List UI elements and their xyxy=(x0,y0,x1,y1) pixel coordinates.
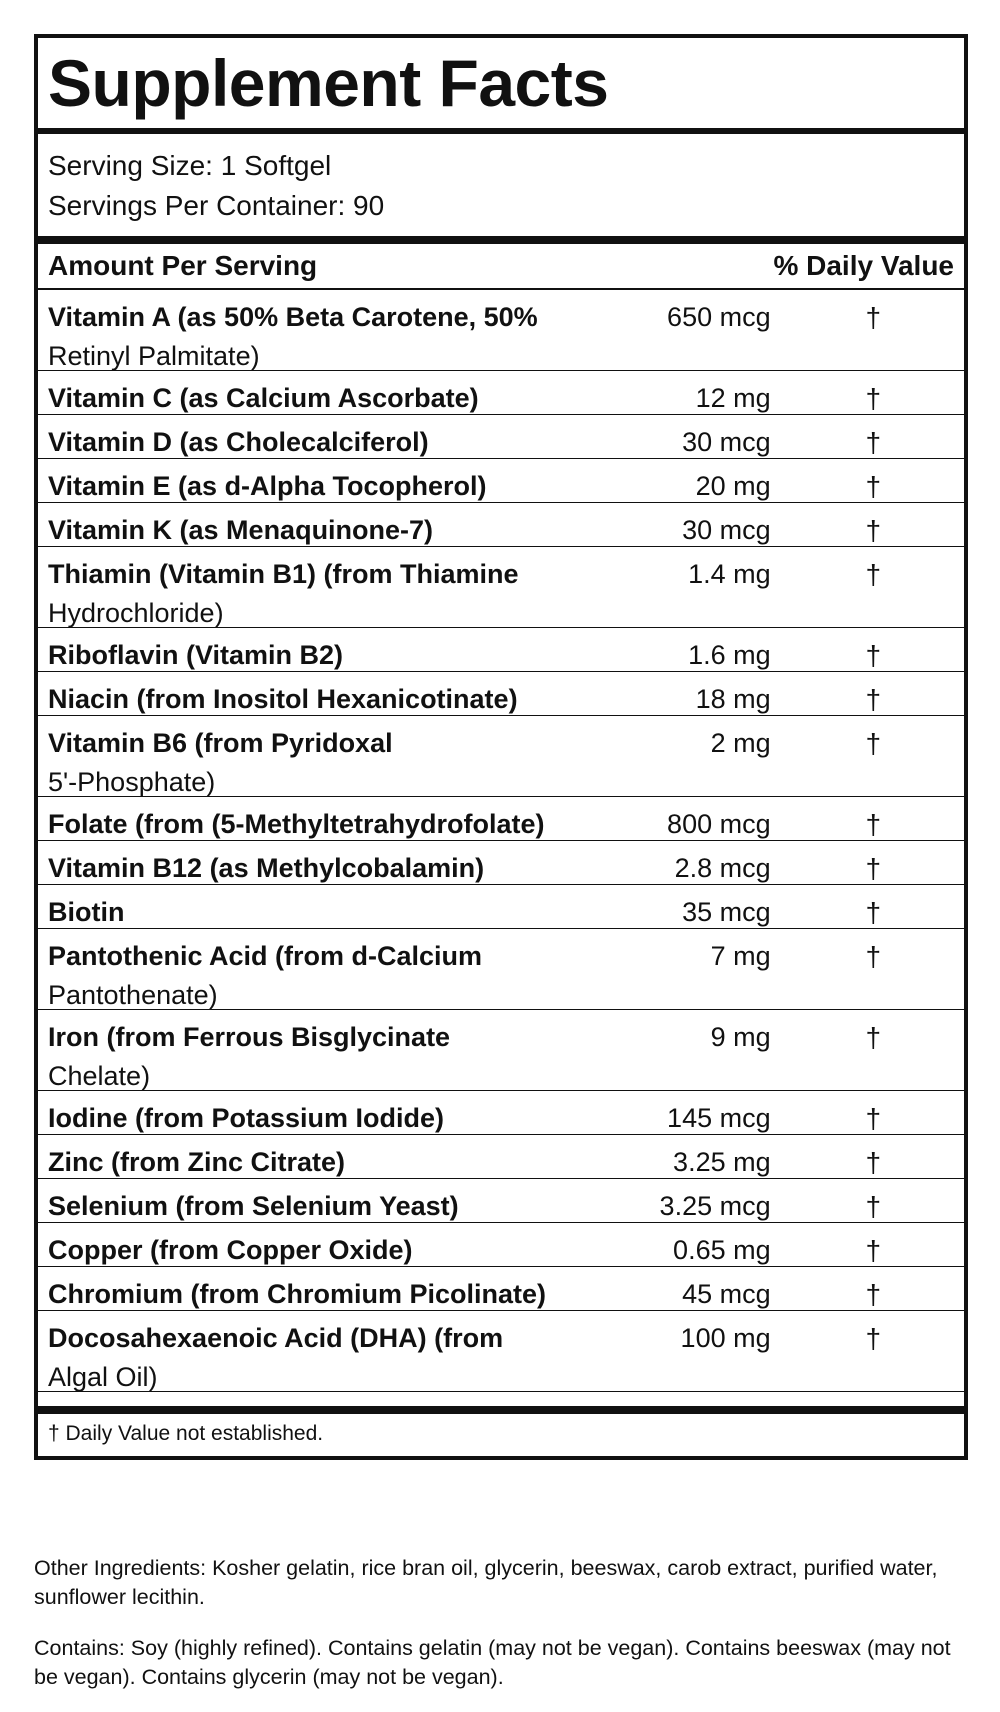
nutrient-name-bold: Riboflavin (Vitamin B2) xyxy=(48,640,344,670)
nutrient-row xyxy=(38,929,964,1010)
nutrient-daily-value: † xyxy=(865,302,882,333)
nutrient-daily-value: † xyxy=(865,515,882,546)
nutrient-row xyxy=(38,885,964,929)
footnote-divider xyxy=(38,1406,964,1414)
nutrient-row xyxy=(38,371,964,415)
nutrient-name-bold: Folate (from (5-Methyltetrahydrofolate) xyxy=(48,809,545,839)
nutrient-row xyxy=(38,841,964,885)
nutrient-amount: 650 mcg xyxy=(667,302,771,332)
supplement-facts-panel xyxy=(34,34,968,1460)
nutrient-name-bold: Copper (from Copper Oxide) xyxy=(48,1235,413,1265)
nutrient-name-bold: Vitamin C (as Calcium Ascorbate) xyxy=(48,383,479,413)
table-header xyxy=(38,244,964,290)
nutrient-amount: 800 mcg xyxy=(667,809,771,839)
nutrient-row xyxy=(38,1311,964,1392)
nutrient-daily-value: † xyxy=(865,640,882,671)
nutrient-row xyxy=(38,290,964,371)
nutrient-amount: 3.25 mg xyxy=(673,1147,771,1177)
daily-value-header: % Daily Value xyxy=(773,250,954,281)
nutrient-daily-value: † xyxy=(865,809,882,840)
nutrient-name-bold: Vitamin K (as Menaquinone-7) xyxy=(48,515,434,545)
nutrient-amount: 1.6 mg xyxy=(688,640,771,670)
serving-size: Serving Size: 1 Softgel xyxy=(48,150,332,181)
nutrient-name-bold: Niacin (from Inositol Hexanicotinate) xyxy=(48,684,518,714)
nutrient-daily-value: † xyxy=(865,684,882,715)
nutrient-daily-value: † xyxy=(865,1103,882,1134)
nutrient-daily-value: † xyxy=(865,471,882,502)
nutrient-daily-value: † xyxy=(865,559,882,590)
nutrient-name-bold: Zinc (from Zinc Citrate) xyxy=(48,1147,346,1177)
nutrient-amount: 2 mg xyxy=(710,728,771,758)
nutrient-row xyxy=(38,1135,964,1179)
nutrient-row xyxy=(38,716,964,797)
nutrient-name xyxy=(38,1010,593,1104)
nutrient-row xyxy=(38,797,964,841)
nutrient-amount: 145 mcg xyxy=(667,1103,771,1133)
nutrient-name-bold: Chromium (from Chromium Picolinate) xyxy=(48,1279,547,1309)
nutrient-daily-value: † xyxy=(865,1323,882,1354)
footnote: † Daily Value not established. xyxy=(48,1422,324,1445)
nutrient-daily-value: † xyxy=(865,728,882,759)
nutrient-row xyxy=(38,1091,964,1135)
nutrient-amount: 12 mg xyxy=(695,383,771,413)
nutrient-name-continued: Pantothenate) xyxy=(48,980,218,1010)
nutrient-name-continued: Algal Oil) xyxy=(48,1362,158,1392)
nutrient-amount: 3.25 mcg xyxy=(659,1191,771,1221)
nutrient-name-bold: Vitamin D (as Cholecalciferol) xyxy=(48,427,429,457)
nutrient-daily-value: † xyxy=(865,897,882,928)
nutrient-name-bold: Docosahexaenoic Acid (DHA) (from xyxy=(48,1323,504,1353)
nutrient-name-bold: Selenium (from Selenium Yeast) xyxy=(48,1191,459,1221)
nutrient-name-bold: Iodine (from Potassium Iodide) xyxy=(48,1103,445,1133)
serving-divider xyxy=(38,236,964,244)
nutrient-amount: 1.4 mg xyxy=(688,559,771,589)
nutrient-name xyxy=(38,1311,593,1405)
contains-statement: Contains: Soy (highly refined). Contains gelatin (may not be vegan). Contains beeswax (may not be vegan). Contains glycerin (may not be vegan). xyxy=(34,1636,951,1689)
other-ingredients: Other Ingredients: Kosher gelatin, rice bran oil, glycerin, beeswax, carob extract, purified water, sunflower lecithin. xyxy=(34,1556,938,1609)
nutrient-name xyxy=(38,929,593,1023)
nutrient-daily-value: † xyxy=(865,1191,882,1222)
nutrient-name-bold: Biotin xyxy=(48,897,125,927)
nutrient-daily-value: † xyxy=(865,853,882,884)
nutrient-table xyxy=(38,290,964,1392)
nutrient-amount: 100 mg xyxy=(680,1323,771,1353)
nutrient-row xyxy=(38,628,964,672)
amount-per-serving-header: Amount Per Serving xyxy=(48,250,318,281)
nutrient-row xyxy=(38,1010,964,1091)
nutrient-amount: 45 mcg xyxy=(682,1279,771,1309)
nutrient-daily-value: † xyxy=(865,383,882,414)
nutrient-name-continued: 5'-Phosphate) xyxy=(48,767,216,797)
nutrient-row xyxy=(38,1267,964,1311)
nutrient-name-bold: Iron (from Ferrous Bisglycinate xyxy=(48,1022,451,1052)
nutrient-name-bold: Pantothenic Acid (from d-Calcium xyxy=(48,941,483,971)
nutrient-amount: 7 mg xyxy=(710,941,771,971)
nutrient-amount: 0.65 mg xyxy=(673,1235,771,1265)
nutrient-name-continued: Retinyl Palmitate) xyxy=(48,341,260,371)
nutrient-amount: 20 mg xyxy=(695,471,771,501)
nutrient-name xyxy=(38,716,593,810)
nutrient-daily-value: † xyxy=(865,1147,882,1178)
nutrient-row xyxy=(38,1179,964,1223)
nutrient-name xyxy=(38,547,593,641)
nutrient-amount: 9 mg xyxy=(710,1022,771,1052)
nutrient-row xyxy=(38,503,964,547)
servings-per-container: Servings Per Container: 90 xyxy=(48,190,385,221)
nutrient-amount: 30 mcg xyxy=(682,515,771,545)
nutrient-amount: 35 mcg xyxy=(682,897,771,927)
nutrient-name xyxy=(38,290,593,384)
nutrient-name-bold: Vitamin B12 (as Methylcobalamin) xyxy=(48,853,485,883)
nutrient-name-bold: Vitamin A (as 50% Beta Carotene, 50% xyxy=(48,302,538,332)
nutrient-name-bold: Thiamin (Vitamin B1) (from Thiamine xyxy=(48,559,519,589)
nutrient-name-bold: Vitamin E (as d-Alpha Tocopherol) xyxy=(48,471,487,501)
nutrient-row xyxy=(38,672,964,716)
nutrient-name-continued: Chelate) xyxy=(48,1061,151,1091)
serving-info xyxy=(38,134,964,236)
nutrient-row xyxy=(38,1223,964,1267)
nutrient-daily-value: † xyxy=(865,1022,882,1053)
nutrient-amount: 2.8 mcg xyxy=(674,853,771,883)
nutrient-daily-value: † xyxy=(865,427,882,458)
nutrient-amount: 30 mcg xyxy=(682,427,771,457)
nutrient-row xyxy=(38,459,964,503)
nutrient-row xyxy=(38,547,964,628)
nutrient-name-bold: Vitamin B6 (from Pyridoxal xyxy=(48,728,393,758)
nutrient-daily-value: † xyxy=(865,1235,882,1266)
panel-title: Supplement Facts xyxy=(48,46,609,120)
nutrient-daily-value: † xyxy=(865,1279,882,1310)
nutrient-name-continued: Hydrochloride) xyxy=(48,598,224,628)
nutrient-row xyxy=(38,415,964,459)
nutrient-daily-value: † xyxy=(865,941,882,972)
nutrient-amount: 18 mg xyxy=(695,684,771,714)
